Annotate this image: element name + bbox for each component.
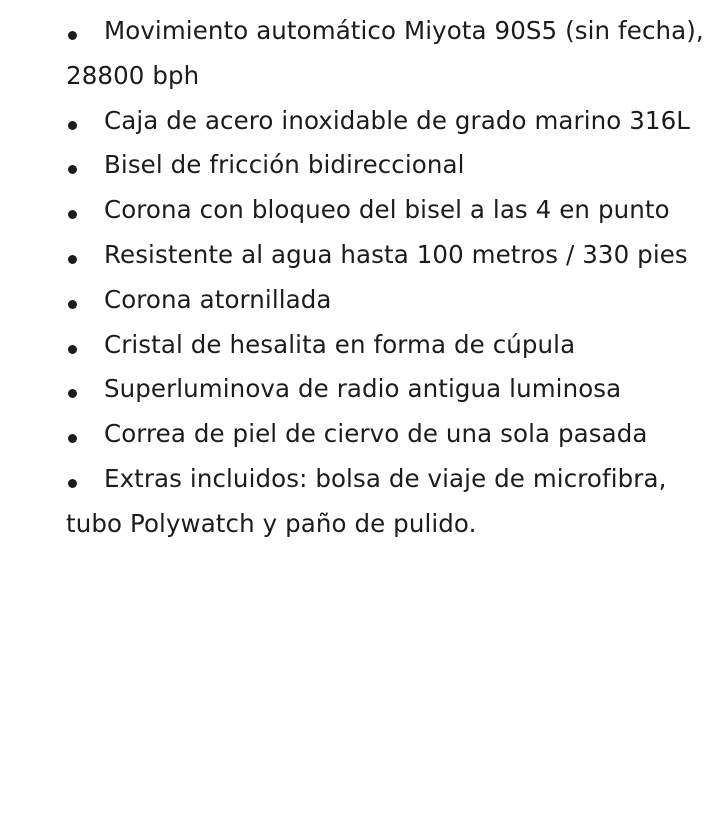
list-item [66, 99, 706, 144]
list-item [66, 367, 706, 412]
feature-text: Extras incluidos: bolsa de viaje de microfibra, tubo Polywatch y paño de pulido. [66, 463, 667, 538]
feature-list [66, 9, 706, 547]
list-item [66, 143, 706, 188]
list-item [66, 323, 706, 368]
list-item [66, 233, 706, 278]
list-item [66, 188, 706, 233]
feature-text: Superluminova de radio antigua luminosa [104, 374, 622, 404]
feature-text: Caja de acero inoxidable de grado marino 316L [104, 105, 691, 135]
feature-text: Movimiento automático Miyota 90S5 (sin fecha), 28800 bph [66, 16, 704, 90]
feature-text: Cristal de hesalita en forma de cúpula [104, 329, 576, 359]
feature-text: Corona atornillada [104, 284, 332, 314]
list-item [66, 278, 706, 323]
feature-text: Corona con bloqueo del bisel a las 4 en punto [104, 195, 670, 225]
list-item [66, 457, 706, 547]
feature-text: Resistente al agua hasta 100 metros / 330 pies [104, 239, 688, 269]
feature-text: Bisel de fricción bidireccional [104, 150, 465, 180]
feature-text: Correa de piel de ciervo de una sola pasada [104, 419, 648, 449]
list-item [66, 412, 706, 457]
list-item [66, 9, 706, 99]
